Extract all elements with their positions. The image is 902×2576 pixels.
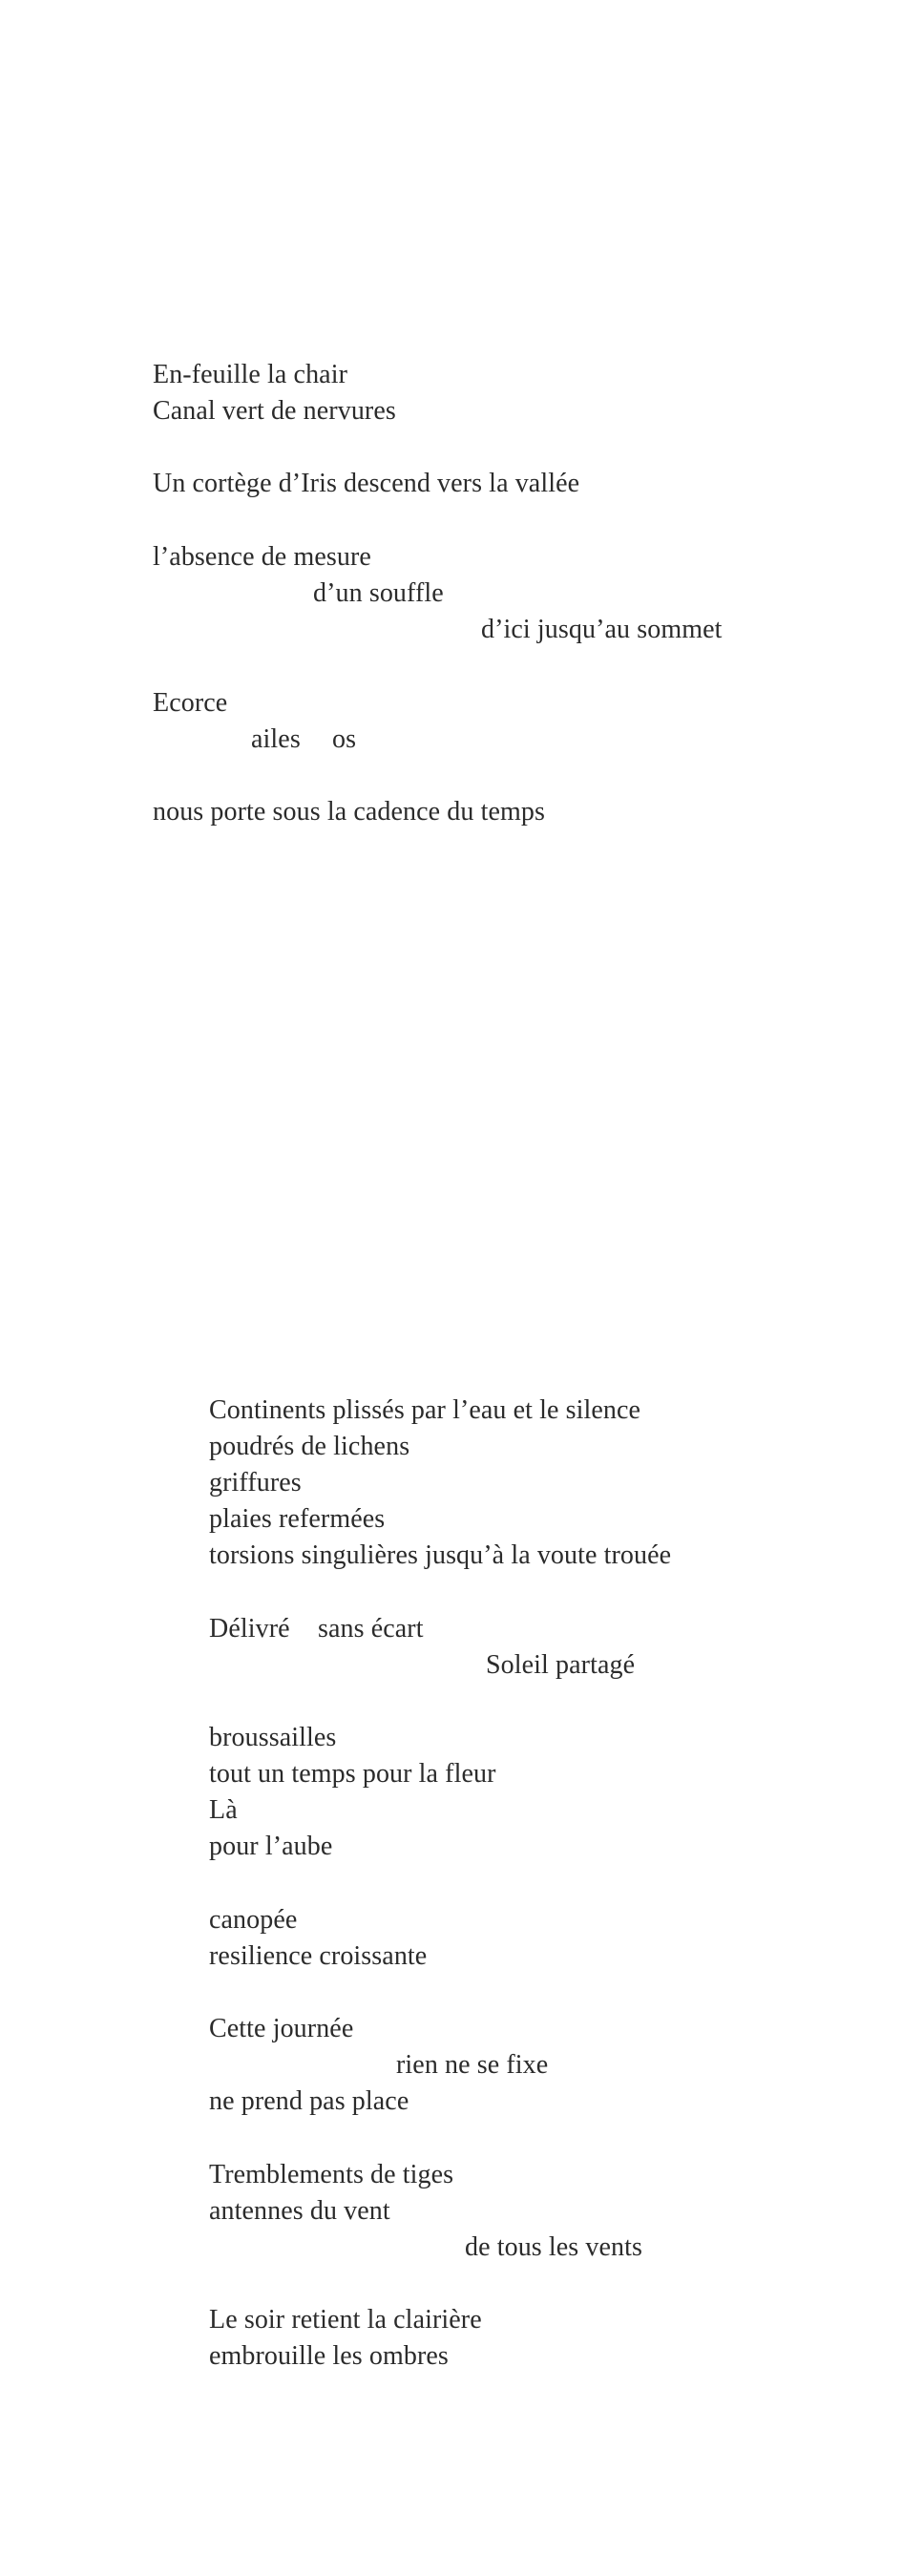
poem-line: Soleil partagé	[486, 1650, 636, 1680]
poem-line: l’absence de mesure	[153, 542, 371, 572]
poem-line: Délivré	[209, 1614, 290, 1644]
poem-line: ailes	[251, 724, 301, 754]
poem-line: d’ici jusqu’au sommet	[481, 615, 723, 644]
poem-line: Un cortège d’Iris descend vers la vallée	[153, 469, 580, 498]
poem-line: griffures	[209, 1468, 302, 1497]
poem-line: torsions singulières jusqu’à la voute trouée	[209, 1540, 672, 1570]
poem-line: Cette journée	[209, 2014, 354, 2043]
poem-line: os	[332, 724, 357, 754]
poem-line: plaies refermées	[209, 1504, 386, 1534]
poem-line: d’un souffle	[313, 578, 444, 608]
poem-line: canopée	[209, 1905, 298, 1935]
poem-line: antennes du vent	[209, 2196, 390, 2226]
poem-line: rien ne se fixe	[396, 2050, 549, 2080]
poem-line: Le soir retient la clairière	[209, 2305, 482, 2335]
poem-line: Tremblements de tiges	[209, 2160, 454, 2189]
poem-line: Ecorce	[153, 688, 228, 718]
poem-line: tout un temps pour la fleur	[209, 1759, 496, 1789]
poem-line: En-feuille la chair	[153, 360, 348, 389]
poem-line: Canal vert de nervures	[153, 396, 396, 426]
poem-line: broussailles	[209, 1723, 337, 1752]
poem-line: embrouille les ombres	[209, 2341, 449, 2371]
poem-line: resilience croissante	[209, 1941, 428, 1971]
poem-line: ne prend pas place	[209, 2086, 409, 2116]
poem-line: pour l’aube	[209, 1832, 333, 1861]
poem-line: poudrés de lichens	[209, 1432, 410, 1461]
poem-line: sans écart	[318, 1614, 424, 1644]
poem-line: de tous les vents	[465, 2232, 643, 2262]
poem-line: Là	[209, 1795, 238, 1825]
poem-line: nous porte sous la cadence du temps	[153, 797, 545, 827]
poem-line: Continents plissés par l’eau et le silence	[209, 1395, 641, 1425]
